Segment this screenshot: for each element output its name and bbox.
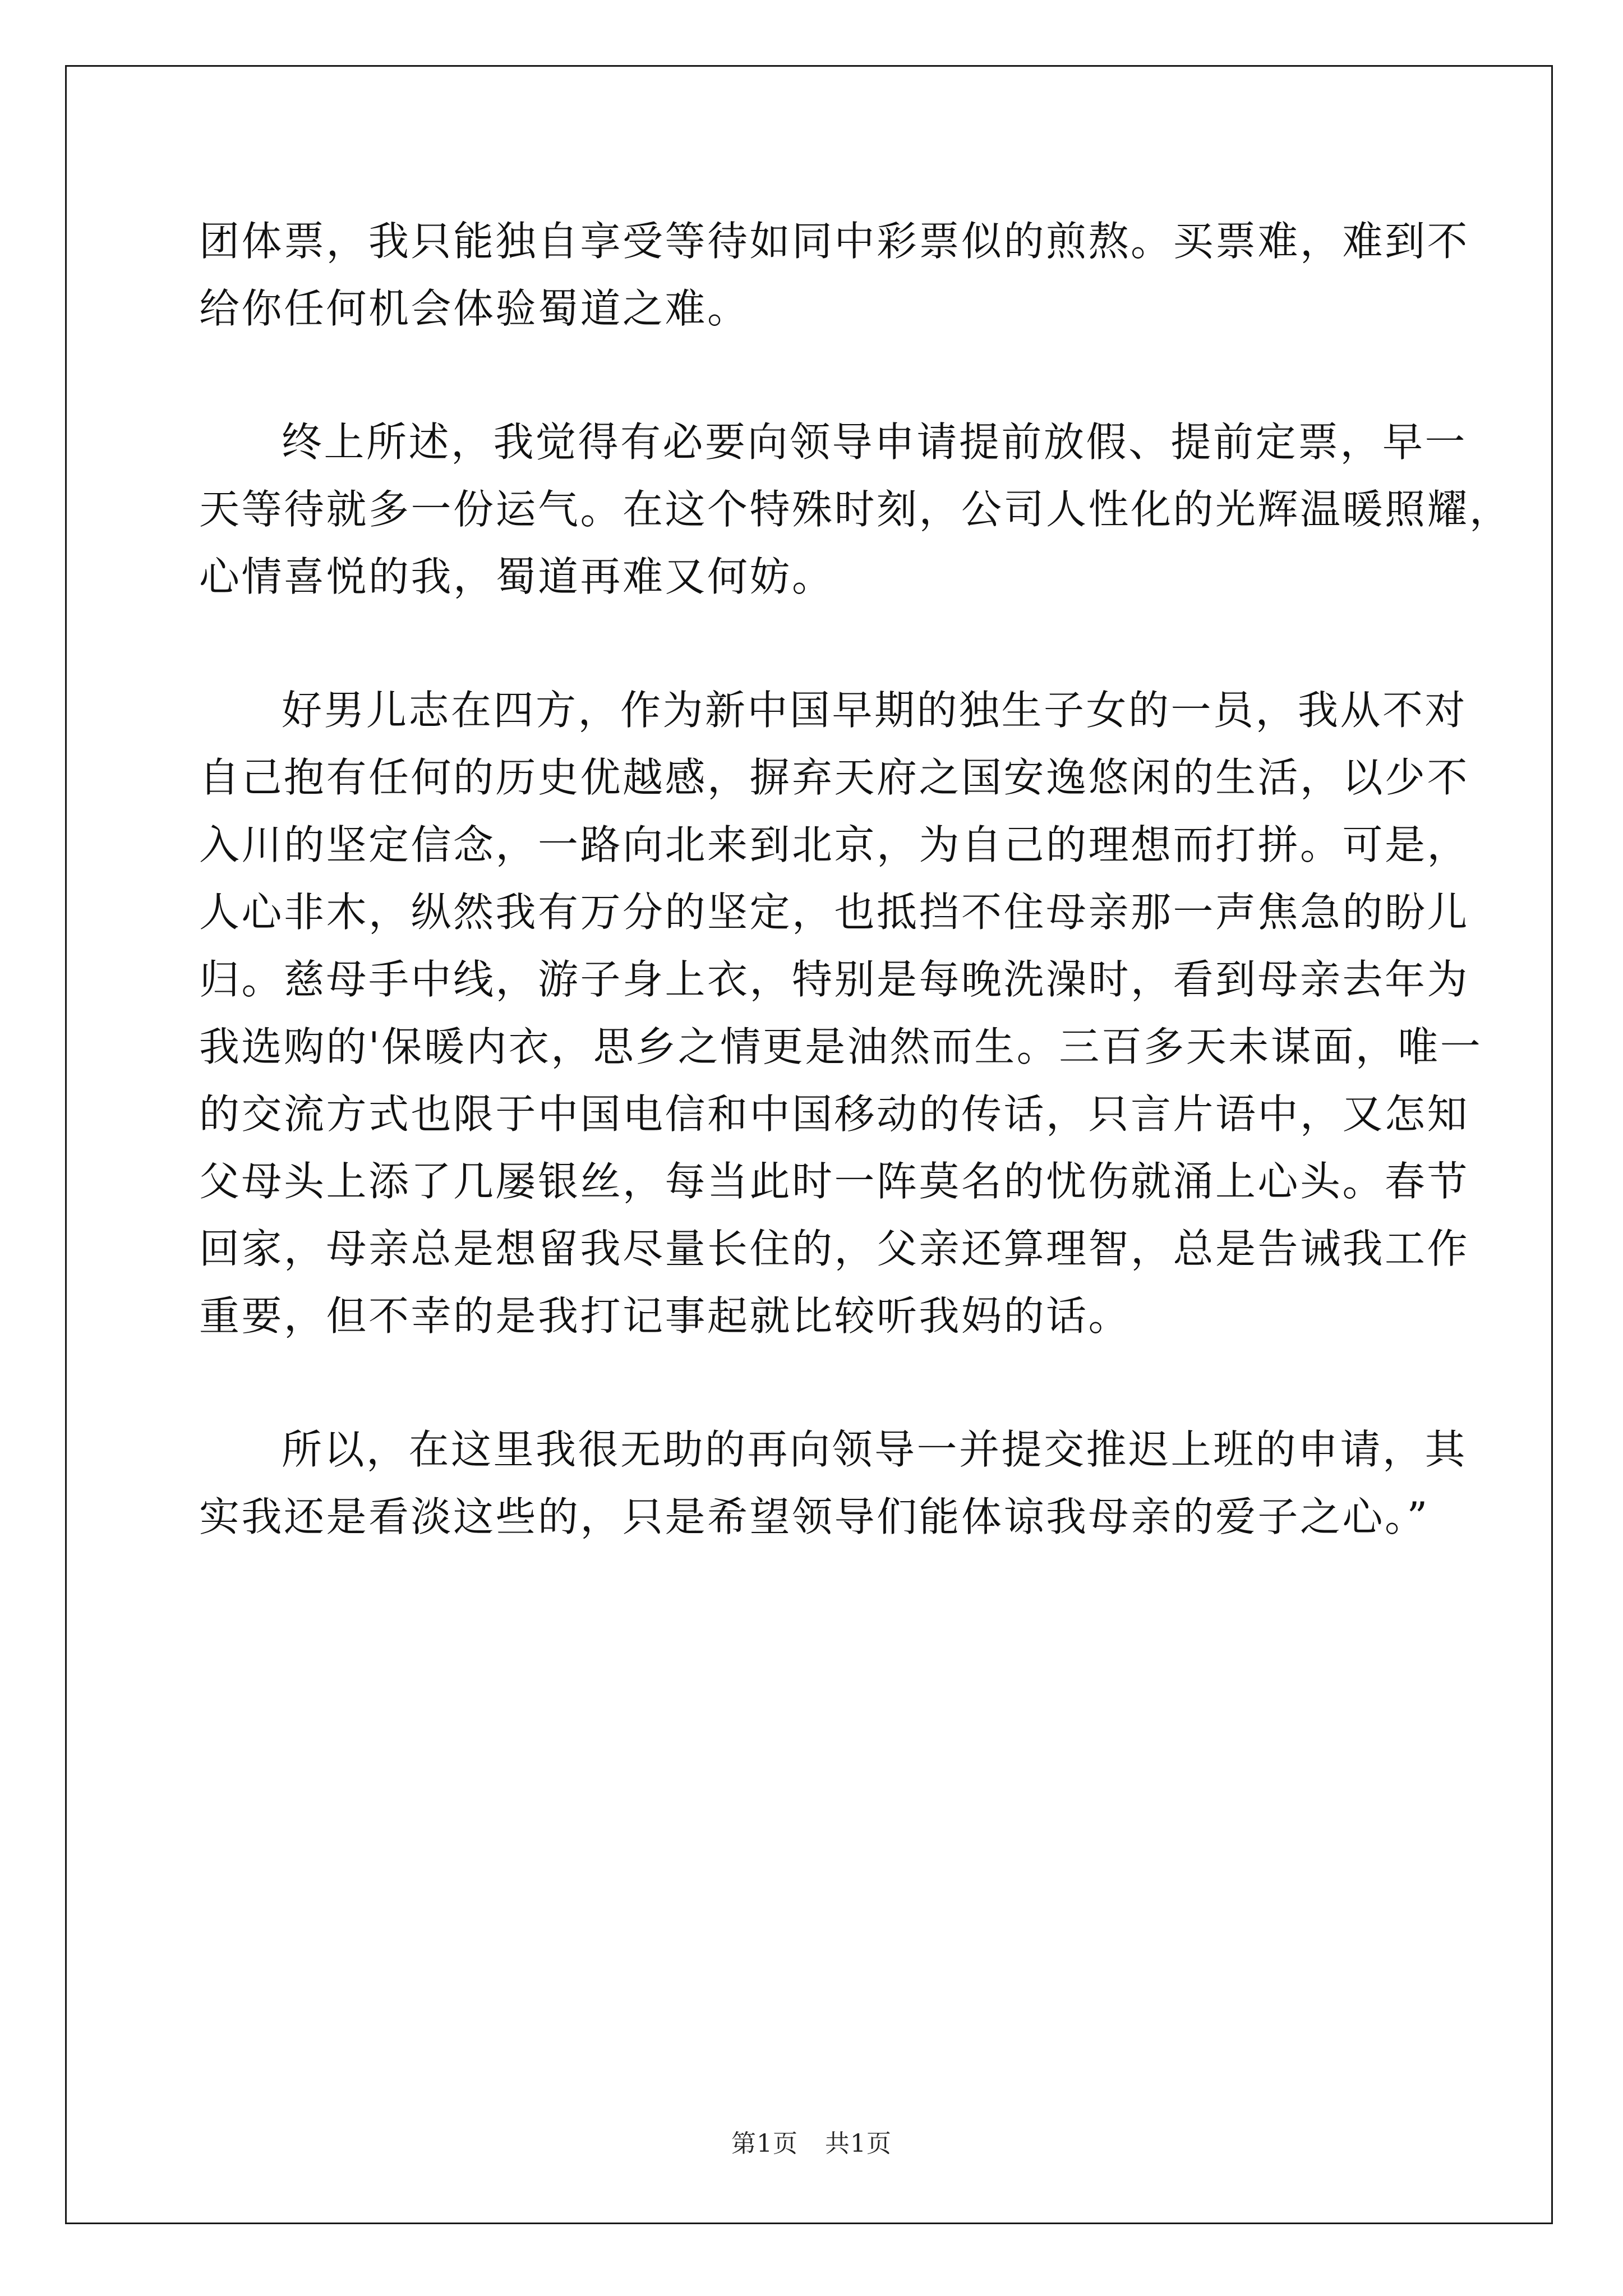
paragraph-2 bbox=[199, 408, 1512, 610]
text-line: 回家，母亲总是想留我尽量长住的，父亲还算理智，总是告诫我工作 bbox=[199, 1225, 1470, 1272]
text-line: 天等待就多一份运气。在这个特殊时刻，公司人性化的光辉温暖照耀， bbox=[199, 486, 1512, 533]
text-line: 好男儿志在四方，作为新中国早期的独生子女的一员，我从不对 bbox=[282, 687, 1468, 734]
text-line: 我选购的'保暖内衣，思乡之情更是油然而生。三百多天未谋面，唯一 bbox=[199, 1023, 1483, 1070]
text-line: 心情喜悦的我，蜀道再难又何妨。 bbox=[199, 553, 834, 600]
text-line: 所以，在这里我很无助的再向领导一并提交推迟上班的申请，其 bbox=[282, 1426, 1468, 1473]
text-line: 的交流方式也限于中国电信和中国移动的传话，只言片语中，又怎知 bbox=[199, 1091, 1470, 1138]
paragraph-1 bbox=[199, 208, 1470, 342]
text-line: 实我还是看淡这些的，只是希望领导们能体谅我母亲的爱子之心。” bbox=[199, 1493, 1430, 1540]
page-number-total: 共1页 bbox=[825, 2129, 892, 2158]
paragraph-3 bbox=[199, 677, 1483, 1350]
text-line: 终上所述，我觉得有必要向领导申请提前放假、提前定票，早一 bbox=[282, 418, 1468, 466]
text-line: 父母头上添了几屡银丝，每当此时一阵莫名的忧伤就涌上心头。春节 bbox=[199, 1158, 1470, 1205]
text-line: 人心非木，纵然我有万分的坚定，也抵挡不住母亲那一声焦急的盼儿 bbox=[199, 889, 1470, 936]
text-line: 团体票，我只能独自享受等待如同中彩票似的煎熬。买票难，难到不 bbox=[199, 218, 1470, 265]
paragraph-4 bbox=[199, 1416, 1468, 1550]
text-line: 给你任何机会体验蜀道之难。 bbox=[199, 285, 750, 332]
page-number-current: 第1页 bbox=[731, 2129, 798, 2158]
document-body bbox=[199, 208, 1512, 1550]
text-line: 入川的坚定信念，一路向北来到北京，为自己的理想而打拼。可是， bbox=[199, 821, 1470, 868]
text-line: 归。慈母手中线，游子身上衣，特别是每晚洗澡时，看到母亲去年为 bbox=[199, 956, 1470, 1003]
text-line: 自己抱有任何的历史优越感，摒弃天府之国安逸悠闲的生活，以少不 bbox=[199, 754, 1470, 801]
page-footer bbox=[0, 2123, 1623, 2159]
text-line: 重要，但不幸的是我打记事起就比较听我妈的话。 bbox=[199, 1292, 1131, 1340]
